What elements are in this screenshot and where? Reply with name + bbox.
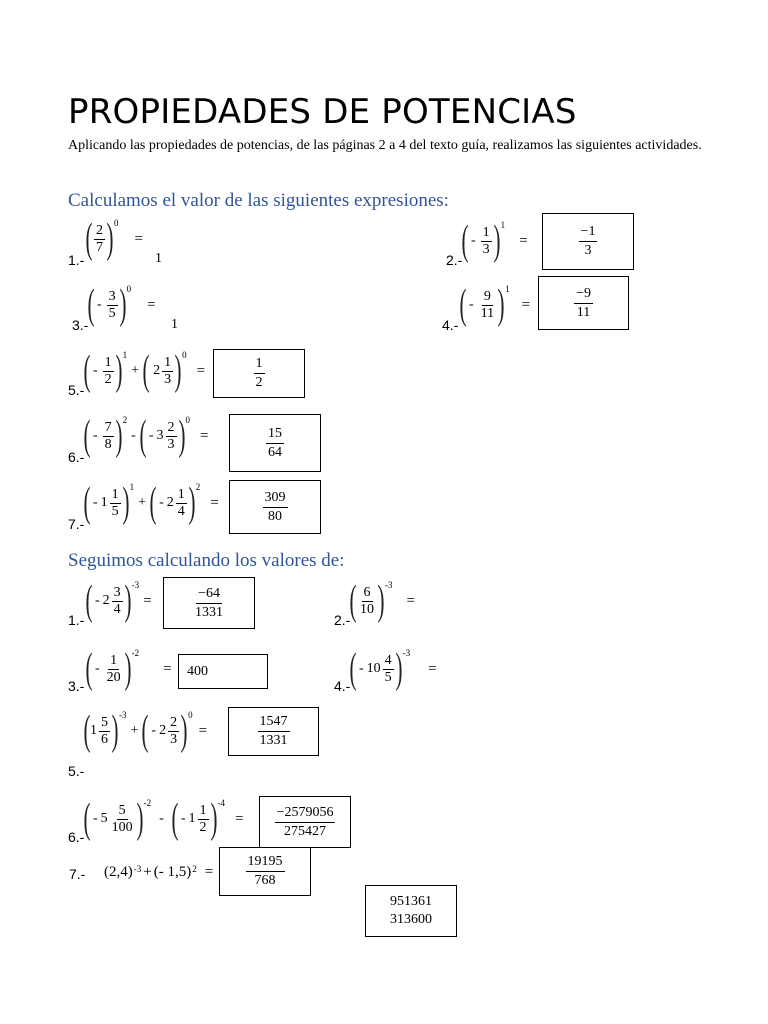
item-label: 4.-: [334, 678, 351, 694]
item-label: 7.-: [68, 516, 85, 532]
answer-box: $\frac{1}{2}$: [213, 349, 305, 398]
item-label: 6.-: [68, 449, 85, 465]
item-label: 5.-: [68, 382, 85, 398]
expression: ( 1 $\frac{5}{6}$ ) -3 + ( - 2 $\frac{2}{3}$ ) 0 =: [83, 708, 208, 754]
answer-box: $\frac{15}{64}$: [229, 414, 321, 472]
item-label: 3.-: [68, 678, 85, 694]
expression: ( - $\frac{1}{20}$ ) -2 =: [85, 646, 172, 692]
item-label: 1.-: [68, 612, 85, 628]
expression: ( - $\frac{3}{5}$ ) 0 =: [87, 282, 156, 328]
item-label: 5.-: [68, 763, 85, 779]
answer-box: $\frac{309}{80}$: [229, 480, 321, 534]
answer-box: $\frac{-64}{1331}$: [163, 577, 255, 629]
answer-box: $\frac{1547}{1331}$: [228, 707, 319, 756]
item-label: 6.-: [68, 829, 85, 845]
item-label: 2.-: [334, 612, 351, 628]
answer-box: $\frac{-2579056}{275427}$: [259, 796, 351, 848]
expression: ( - $\frac{7}{8}$ ) 2 - ( - 3 $\frac{2}{3}$ ) 0 =: [83, 413, 209, 459]
expression: ( - $\frac{1}{3}$ ) 1 =: [461, 218, 528, 264]
expression: ( - $\frac{1}{2}$ ) 1 + ( 2 $\frac{1}{3}$ ) 0 =: [83, 348, 206, 394]
result-value: 1: [155, 251, 162, 266]
expression: ( $\frac{6}{10}$ ) -3 =: [349, 578, 415, 624]
intro-paragraph: Aplicando las propiedades de potencias, de las páginas 2 a 4 del texto guía, realizamos las siguientes actividades.: [68, 138, 702, 153]
item-label: 1.-: [68, 252, 85, 268]
expression: (2,4) -3 + (- 1,5) 2 =: [104, 864, 214, 880]
expression: ( - 2 $\frac{3}{4}$ ) -3 =: [85, 578, 152, 624]
item-label: 7.-: [69, 866, 86, 882]
answer-box: 400: [178, 654, 268, 689]
answer-box: $\frac{19195}{768}$: [219, 847, 311, 896]
expression: ( - 10 $\frac{4}{5}$ ) -3 =: [349, 646, 437, 692]
section2-heading: Seguimos calculando los valores de:: [68, 550, 345, 571]
expression: ( - 5 $\frac{5}{100}$ ) -2 - ( - 1 $\frac{1}{2}$ ) -4 =: [83, 796, 244, 842]
section1-heading: Calculamos el valor de las siguientes expresiones:: [68, 190, 449, 211]
item-label: 4.-: [442, 317, 459, 333]
expression: ( $\frac{2}{7}$ ) 0 =: [85, 216, 143, 262]
answer-box: $\frac{-9}{11}$: [538, 276, 629, 330]
answer-box: $\frac{-1}{3}$: [542, 213, 634, 270]
expression: ( - 1 $\frac{1}{5}$ ) 1 + ( - 2 $\frac{1}{4}$ ) 2 =: [83, 480, 219, 526]
item-label: 3.-: [72, 317, 89, 333]
extra-answer-box: 951361 313600: [365, 885, 457, 937]
result-value: 1: [171, 317, 178, 332]
expression: ( - $\frac{9}{11}$ ) 1 =: [459, 282, 531, 328]
page-title: PROPIEDADES DE POTENCIAS: [68, 92, 577, 132]
item-label: 2.-: [446, 252, 463, 268]
